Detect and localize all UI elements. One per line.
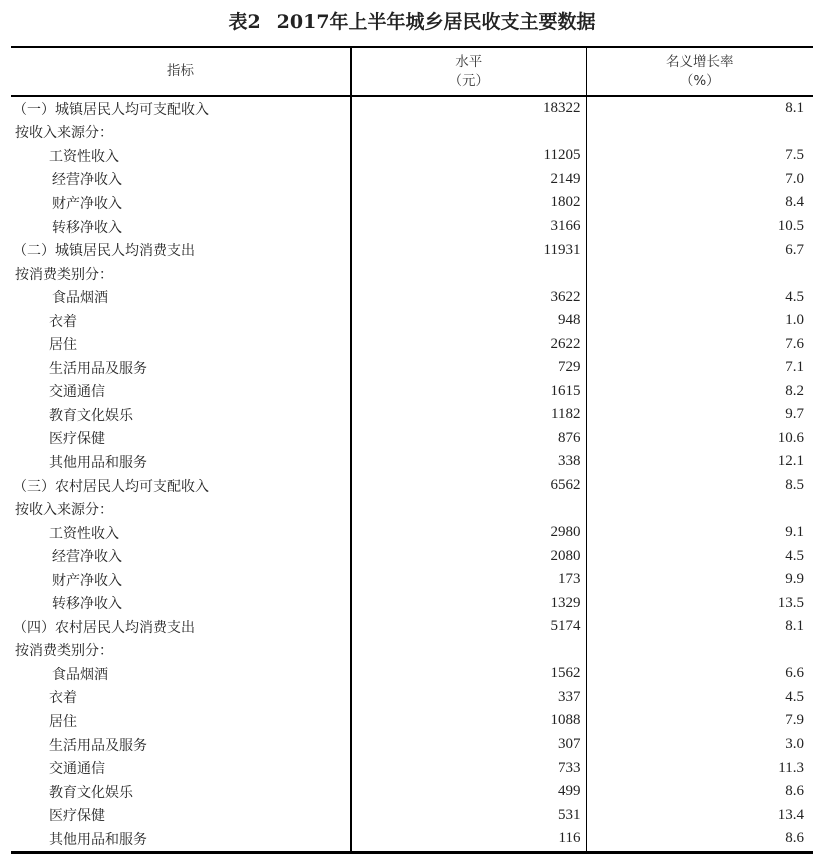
- row-indicator: 财产净收入: [11, 568, 351, 592]
- row-growth-rate: 8.5: [785, 477, 804, 494]
- row-level-value: 1802: [351, 191, 586, 215]
- row-indicator: 按收入来源分：: [11, 497, 351, 521]
- row-level-value: [351, 121, 586, 145]
- row-indicator: 按消费类别分：: [11, 639, 351, 663]
- row-level-value: 1615: [351, 380, 586, 404]
- row-growth-rate: 7.9: [785, 712, 804, 729]
- row-growth-rate: 7.1: [785, 359, 804, 376]
- table-row: [11, 756, 813, 780]
- row-growth-rate: 11.3: [778, 759, 804, 776]
- table-row: [11, 238, 813, 262]
- table-row: [11, 497, 813, 521]
- table-row: [11, 427, 813, 451]
- row-level-value: 948: [351, 309, 586, 333]
- row-level-value: 18322: [351, 96, 586, 121]
- row-level-value: 1562: [351, 662, 586, 686]
- table-row: [11, 662, 813, 686]
- table-row: [11, 544, 813, 568]
- row-indicator: 医疗保健: [11, 803, 351, 827]
- row-level-value: 2080: [351, 544, 586, 568]
- row-indicator: 按消费类别分：: [11, 262, 351, 286]
- table-body: [11, 96, 813, 852]
- table-row: [11, 733, 813, 757]
- row-level-value: 3622: [351, 285, 586, 309]
- row-growth-rate: 13.4: [777, 806, 804, 823]
- table-row: [11, 191, 813, 215]
- row-indicator: 教育文化娱乐: [11, 780, 351, 804]
- row-growth-rate: [586, 497, 813, 521]
- row-growth-rate: 6.7: [785, 241, 804, 258]
- row-level-value: [351, 639, 586, 663]
- row-indicator: 交通通信: [11, 380, 351, 404]
- row-indicator: 其他用品和服务: [11, 827, 351, 852]
- table-row: [11, 168, 813, 192]
- table-row: [11, 121, 813, 145]
- row-growth-rate: 6.6: [785, 665, 804, 682]
- table-row: [11, 144, 813, 168]
- row-level-value: 1182: [351, 403, 586, 427]
- row-indicator: 衣着: [11, 309, 351, 333]
- row-level-value: 3166: [351, 215, 586, 239]
- row-indicator: （一）城镇居民人均可支配收入: [11, 96, 351, 121]
- header-level-unit: （元）: [448, 72, 489, 89]
- row-indicator: 生活用品及服务: [11, 356, 351, 380]
- row-level-value: 876: [351, 427, 586, 451]
- table-row: [11, 568, 813, 592]
- row-growth-rate: 4.5: [785, 688, 804, 705]
- row-level-value: 6562: [351, 474, 586, 498]
- row-growth-rate: 8.1: [785, 100, 804, 117]
- row-growth-rate: 9.1: [785, 524, 804, 541]
- row-growth-rate: 7.0: [785, 170, 804, 187]
- row-level-value: 1329: [351, 591, 586, 615]
- row-indicator: 工资性收入: [11, 521, 351, 545]
- row-level-value: [351, 497, 586, 521]
- row-indicator: 医疗保健: [11, 427, 351, 451]
- table-row: [11, 332, 813, 356]
- row-level-value: 337: [351, 686, 586, 710]
- row-indicator: （三）农村居民人均可支配收入: [11, 474, 351, 498]
- row-level-value: 338: [351, 450, 586, 474]
- row-indicator: 交通通信: [11, 756, 351, 780]
- table-row: [11, 380, 813, 404]
- header-growth: [586, 47, 813, 96]
- table-row: [11, 615, 813, 639]
- table-row: [11, 639, 813, 663]
- row-growth-rate: 3.0: [785, 736, 804, 753]
- row-level-value: 499: [351, 780, 586, 804]
- table-number: 表2: [228, 11, 261, 33]
- row-growth-rate: 7.6: [785, 335, 804, 352]
- header-growth-unit: （%）: [679, 72, 720, 89]
- row-level-value: 1088: [351, 709, 586, 733]
- table-row: [11, 803, 813, 827]
- table-row: [11, 827, 813, 852]
- row-indicator: 居住: [11, 332, 351, 356]
- table-row: [11, 474, 813, 498]
- table-title-text: 2017年上半年城乡居民收支主要数据: [276, 11, 596, 33]
- row-growth-rate: 4.5: [785, 547, 804, 564]
- row-level-value: 2980: [351, 521, 586, 545]
- row-growth-rate: 8.6: [785, 830, 804, 847]
- table-header: [11, 47, 813, 96]
- row-level-value: 116: [351, 827, 586, 852]
- row-growth-rate: 9.9: [785, 571, 804, 588]
- row-indicator: 按收入来源分：: [11, 121, 351, 145]
- table-row: [11, 686, 813, 710]
- row-growth-rate: 9.7: [785, 406, 804, 423]
- row-level-value: 2149: [351, 168, 586, 192]
- table-row: [11, 356, 813, 380]
- row-level-value: 11931: [351, 238, 586, 262]
- table-row: [11, 780, 813, 804]
- row-growth-rate: 1.0: [785, 312, 804, 329]
- row-growth-rate: [586, 262, 813, 286]
- header-growth-label: 名义增长率: [666, 53, 734, 70]
- row-growth-rate: 10.5: [777, 218, 804, 234]
- table-row: [11, 285, 813, 309]
- row-growth-rate: 8.1: [785, 618, 804, 635]
- row-indicator: （二）城镇居民人均消费支出: [11, 238, 351, 262]
- row-growth-rate: 8.6: [785, 783, 804, 800]
- row-indicator: 食品烟酒: [11, 662, 351, 686]
- row-indicator: 教育文化娱乐: [11, 403, 351, 427]
- row-indicator: 衣着: [11, 686, 351, 710]
- row-indicator: 生活用品及服务: [11, 733, 351, 757]
- table-row: [11, 709, 813, 733]
- row-level-value: 11205: [351, 144, 586, 168]
- row-growth-rate: 7.5: [785, 147, 804, 164]
- header-indicator: [11, 47, 351, 96]
- row-indicator: 转移净收入: [11, 215, 351, 239]
- table-row: [11, 215, 813, 239]
- row-growth-rate: 4.5: [785, 288, 804, 305]
- row-level-value: 173: [351, 568, 586, 592]
- row-growth-rate: 13.5: [777, 594, 804, 611]
- row-indicator: 其他用品和服务: [11, 450, 351, 474]
- row-indicator: 经营净收入: [11, 544, 351, 568]
- row-growth-rate: 8.2: [785, 382, 804, 399]
- row-level-value: 729: [351, 356, 586, 380]
- header-level: [351, 47, 586, 96]
- row-level-value: 5174: [351, 615, 586, 639]
- row-level-value: 531: [351, 803, 586, 827]
- row-growth-rate: [586, 639, 813, 663]
- row-indicator: 工资性收入: [11, 144, 351, 168]
- row-level-value: 733: [351, 756, 586, 780]
- row-growth-rate: [586, 121, 813, 145]
- row-level-value: [351, 262, 586, 286]
- table-row: [11, 309, 813, 333]
- income-expenditure-table: [11, 46, 813, 854]
- row-growth-rate: 8.4: [785, 194, 804, 211]
- row-indicator: （四）农村居民人均消费支出: [11, 615, 351, 639]
- row-growth-rate: 10.6: [777, 429, 804, 446]
- table-row: [11, 96, 813, 121]
- row-indicator: 食品烟酒: [11, 285, 351, 309]
- row-growth-rate: 12.1: [777, 453, 804, 470]
- table-row: [11, 591, 813, 615]
- table-title: [0, 8, 824, 36]
- table-row: [11, 450, 813, 474]
- table-row: [11, 521, 813, 545]
- row-indicator: 转移净收入: [11, 591, 351, 615]
- header-level-label: 水平: [455, 53, 483, 70]
- table-row: [11, 262, 813, 286]
- row-indicator: 经营净收入: [11, 168, 351, 192]
- header-indicator-label: 指标: [167, 63, 194, 79]
- row-indicator: 财产净收入: [11, 191, 351, 215]
- row-level-value: 307: [351, 733, 586, 757]
- header-row: [11, 47, 813, 96]
- table-row: [11, 403, 813, 427]
- row-level-value: 2622: [351, 332, 586, 356]
- row-indicator: 居住: [11, 709, 351, 733]
